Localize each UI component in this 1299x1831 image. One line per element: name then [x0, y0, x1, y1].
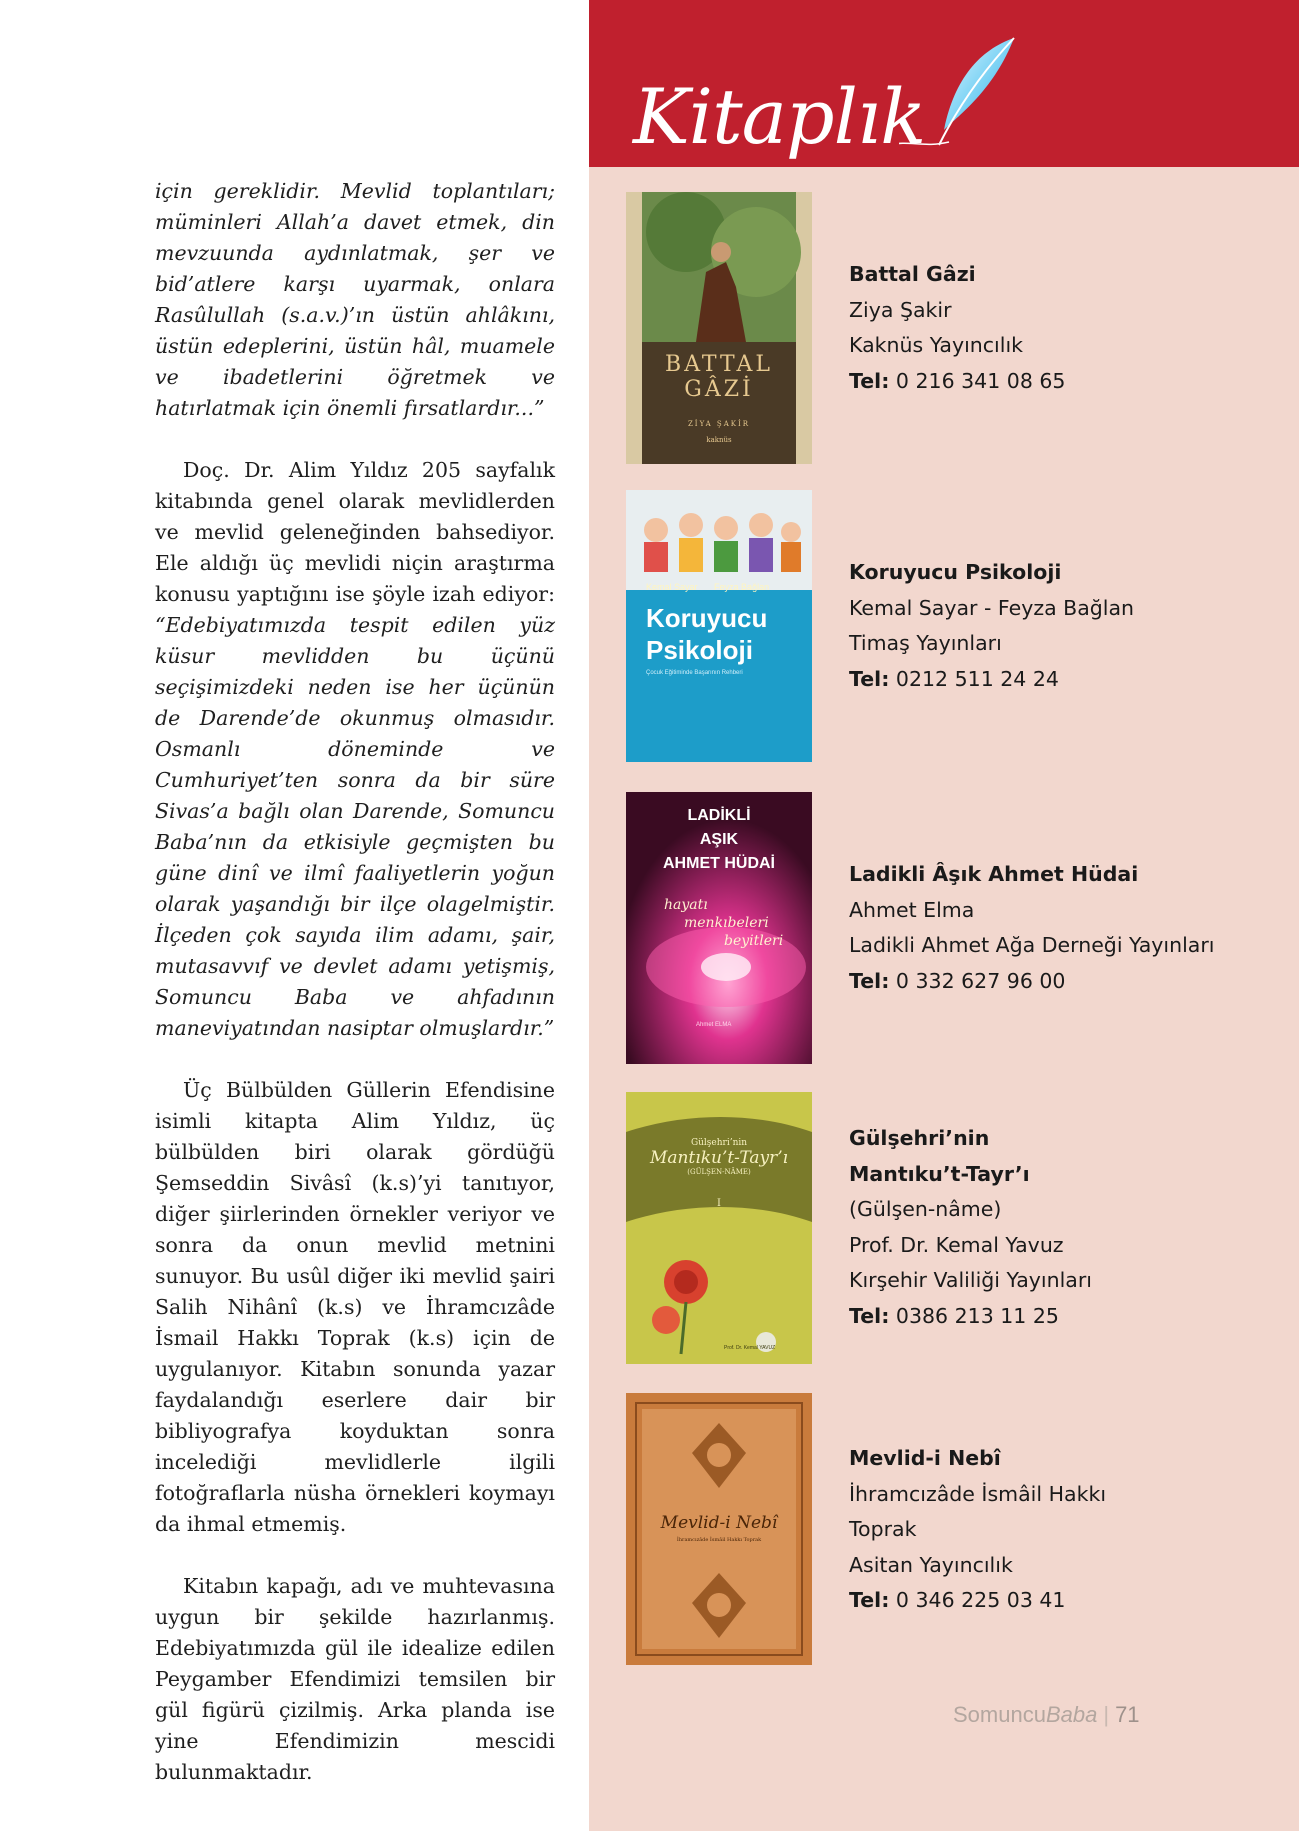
- cover-line-2: menkıbeleri: [684, 915, 769, 931]
- book-publisher: Kırşehir Valiliği Yayınları: [849, 1268, 1092, 1292]
- paragraph-text: Doç. Dr. Alim Yıldız 205 sayfalık kitabında genel olarak mevlidlerden ve mevlid geleneğinden bahsediyor. Ele aldığı üç mevlidi niçin araştırma konusu yaptığını ise şöyle izah ediyor:: [155, 458, 555, 606]
- cover-author: Prof. Dr. Kemal YAVUZ: [724, 1345, 776, 1351]
- book-cover-mevlid-i-nebi: [626, 1393, 812, 1665]
- footer-separator: |: [1103, 1702, 1110, 1727]
- paragraph: [155, 176, 555, 424]
- cover-author: Ahmet ELMA: [696, 1022, 732, 1028]
- cover-author: İhramcızâde İsmâil Hakkı Toprak: [676, 1537, 762, 1543]
- quote-text: için gereklidir. Mevlid toplantıları; müminleri Allah’a davet etmek, din mevzuunda aydınlatmak, şer ve bid’atlere karşı uyarmak, onlara Rasûlullah (s.a.v.)’ın üstün ahlâkını, üstün edeplerini, üstün hâl, muamele ve ibadetlerini öğretmek ve hatırlatmak için önemli fırsatlardır...”: [155, 179, 555, 420]
- cover-title-1: BATTAL: [665, 352, 773, 377]
- book-cover-battal-gazi: [626, 192, 812, 464]
- book-phone: [849, 964, 1289, 1000]
- book-publisher: Asitan Yayıncılık: [849, 1552, 1013, 1577]
- book-cover-mantiku-t-tayr: [626, 1092, 812, 1364]
- book-cover-ladikli-asik: [626, 792, 812, 1064]
- book-publisher: Ladikli Ahmet Ağa Derneği Yayınları: [849, 933, 1215, 957]
- tel-number: 0 346 225 03 41: [895, 1588, 1066, 1612]
- cover-author-1: Kemal Sayar: [646, 582, 698, 592]
- paragraph: Kitabın kapağı, adı ve muhtevasına uygun bir şekilde hazırlanmış. Edebiyatımızda gül ile idealize edilen Peygamber Efendimizi temsilen bir gül figürü çizilmiş. Arka planda ise yine Efendimizin mescidi bulunmaktadır.: [155, 1574, 555, 1784]
- article-body: [155, 176, 555, 1819]
- cover-publisher: kaknüs: [706, 436, 732, 444]
- book-info-1: [849, 257, 1289, 399]
- book-author-line-2: Toprak: [849, 1517, 917, 1541]
- book-info-5: [849, 1441, 1289, 1619]
- paragraph: [155, 455, 555, 1044]
- book-author: Ziya Şakir: [849, 297, 952, 322]
- tel-number: 0386 213 11 25: [895, 1303, 1059, 1328]
- cover-title-2: AŞIK: [699, 831, 739, 848]
- cover-title-2: Psikoloji: [646, 635, 753, 665]
- book-title: Battal Gâzi: [849, 262, 976, 286]
- brand-name-b: Baba: [1045, 1702, 1098, 1727]
- book-publisher: Timaş Yayınları: [849, 631, 1002, 655]
- tel-label: Tel:: [849, 1588, 890, 1612]
- cover-author: ZİYA ŞAKİR: [687, 420, 751, 428]
- tel-number: 0 216 341 08 65: [895, 368, 1066, 393]
- book-title-line-2: Mantıku’t-Tayr’ı: [849, 1161, 1030, 1186]
- tel-label: Tel:: [849, 666, 890, 691]
- book-phone: [849, 1299, 1289, 1335]
- book-phone: [849, 364, 1289, 400]
- book-title-line-1: Gülşehri’nin: [849, 1126, 990, 1150]
- section-header: [589, 0, 1299, 167]
- book-phone: [849, 662, 1289, 698]
- tel-number: 0 332 627 96 00: [895, 968, 1066, 993]
- cover-title-2: GÂZİ: [684, 377, 754, 402]
- cover-title-3: AHMET HÜDAİ: [663, 855, 775, 872]
- page-footer: [953, 1702, 1140, 1728]
- tel-label: Tel:: [849, 1303, 890, 1328]
- section-title: Kitaplık: [633, 72, 926, 161]
- book-subtitle: (Gülşen-nâme): [849, 1197, 1002, 1221]
- feather-icon: [899, 30, 1019, 160]
- brand-name-a: Somuncu: [953, 1702, 1046, 1727]
- bookshelf-panel: [589, 0, 1299, 1831]
- book-title: Mevlid-i Nebî: [849, 1446, 1001, 1470]
- cover-line-1: hayatı: [664, 897, 708, 913]
- tel-number: 0212 511 24 24: [895, 666, 1059, 691]
- book-info-3: [849, 857, 1289, 999]
- cover-line-3: beyitleri: [724, 933, 784, 949]
- cover-subtitle: Çocuk Eğitiminde Başarının Rehberi: [646, 670, 743, 676]
- book-author: Kemal Sayar - Feyza Bağlan: [849, 595, 1135, 620]
- paragraph: Üç Bülbülden Güllerin Efendisine isimli kitapta Alim Yıldız, üç bülbülden biri olarak gördüğü Şemseddin Sivâsî (k.s)’yi tanıtıyor, diğer şiirlerinden örnekler veriyor ve sonra da onun mevlid metnini sunuyor. Bu usûl diğer iki mevlid şairi Salih Nihânî (k.s) ve İhramcızâde İsmail Hakkı Toprak (k.s) için de uygulanıyor. Kitabın sonunda yazar faydalandığı eserlere dair bir bibliyografya koyduktan sonra incelediği mevlidlerle ilgili fotoğraflarla nüsha örnekleri koymayı da ihmal etmemiş.: [155, 1078, 555, 1536]
- tel-label: Tel:: [849, 968, 890, 993]
- cover-title: Mevlid-i Nebî: [660, 1513, 778, 1533]
- cover-title-1: Koruyucu: [646, 603, 768, 633]
- cover-title-2: Mantıku’t-Tayr’ı: [649, 1148, 789, 1168]
- book-info-4: [849, 1121, 1289, 1334]
- cover-author-2: Feyza Bağlan: [714, 582, 770, 592]
- page-number: 71: [1115, 1702, 1140, 1727]
- book-author: Prof. Dr. Kemal Yavuz: [849, 1232, 1064, 1257]
- tel-label: Tel:: [849, 368, 890, 393]
- book-title: Koruyucu Psikoloji: [849, 560, 1062, 584]
- book-phone: [849, 1583, 1289, 1619]
- book-cover-koruyucu-psikoloji: [626, 490, 812, 762]
- quote-text: “Edebiyatımızda tespit edilen yüz küsur mevlidden bu üçünü seçişimizdeki neden ise her üçünün de Darende’de okunmuş olmasıdır. Osmanlı döneminde ve Cumhuriyet’ten sonra da bir süre Sivas’a bağlı olan Darende, Somuncu Baba’nın da etkisiyle geçmişten bu güne dinî ve ilmî faaliyetlerin yoğun olarak yaşandığı bir ilçe olagelmiştir. İlçeden çok sayıda ilim adamı, şair, mutasavvıf ve devlet adamı yetişmiş, Somuncu Baba ve ahfadının maneviyatından nasiptar olmuşlardır.”: [155, 613, 555, 1040]
- book-title: Ladikli Âşık Ahmet Hüdai: [849, 862, 1139, 886]
- book-author: Ahmet Elma: [849, 897, 975, 922]
- cover-volume: I: [717, 1198, 721, 1209]
- book-info-2: [849, 555, 1289, 697]
- book-author-line-1: İhramcızâde İsmâil Hakkı: [849, 1481, 1107, 1506]
- cover-title-1: LADİKLİ: [687, 807, 751, 824]
- book-publisher: Kaknüs Yayıncılık: [849, 333, 1024, 357]
- cover-title-1: Gülşehri’nin: [690, 1138, 748, 1148]
- cover-subtitle: (GÜLŞEN-NÂME): [687, 1168, 751, 1176]
